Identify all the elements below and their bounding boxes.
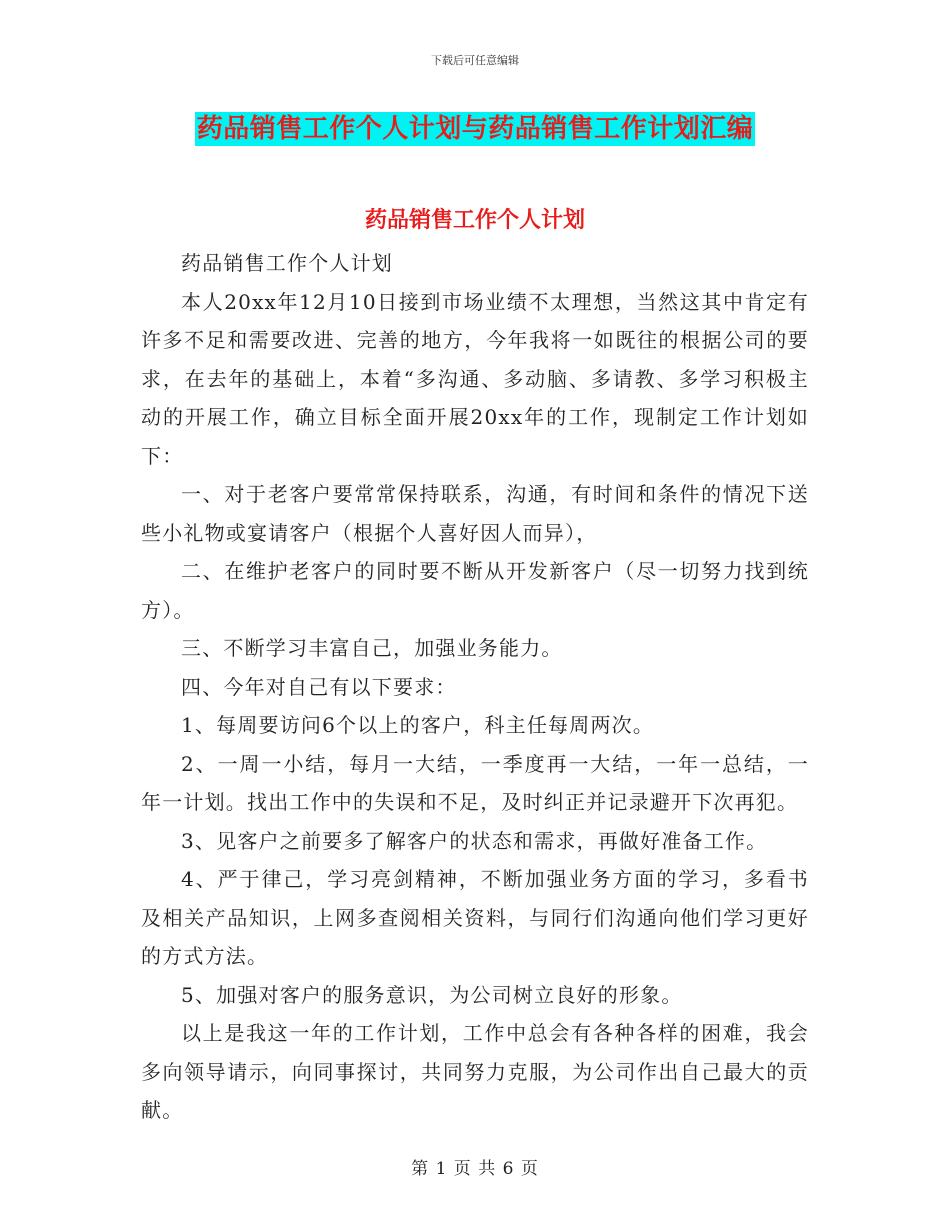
page-header-note: 下载后可任意编辑 xyxy=(431,54,519,67)
paragraph: 1、每周要访问6个以上的客户，科主任每周两次。 xyxy=(181,713,655,737)
paragraph: 二、在维护老客户的同时要不断从开发新客户（尽一切努力找到统方）。 xyxy=(141,559,809,622)
paragraph: 本人20xx年12月10日接到市场业绩不太理想，当然这其中肯定有许多不足和需要改进、完善的地方，今年我将一如既往的根据公司的要求，在去年的基础上，本着“多沟通、多动脑、多请教、多学习积极主动的开展工作，确立目标全面开展20xx年的工作，现制定工作计划如下： xyxy=(141,289,809,468)
paragraph: 2、一周一小结，每月一大结，一季度再一大结，一年一总结，一年一计划。找出工作中的失误和不足，及时纠正并记录避开下次再犯。 xyxy=(141,751,809,814)
main-title: 药品销售工作个人计划与药品销售工作计划汇编 xyxy=(196,114,754,144)
paragraph: 一、对于老客户要常常保持联系，沟通，有时间和条件的情况下送些小礼物或宴请客户（根据个人喜好因人而异）， xyxy=(141,482,809,545)
page-footer: 第 1 页 共 6 页 xyxy=(411,1159,539,1179)
paragraph: 4、严于律己，学习亮剑精神，不断加强业务方面的学习，多看书及相关产品知识，上网多查阅相关资料，与同行们沟通向他们学习更好的方式方法。 xyxy=(141,867,809,968)
section-title: 药品销售工作个人计划 xyxy=(364,208,585,233)
paragraph: 3、见客户之前要多了解客户的状态和需求，再做好准备工作。 xyxy=(181,828,768,853)
main-title-container xyxy=(0,112,950,146)
paragraph: 四、今年对自己有以下要求： xyxy=(181,674,457,699)
paragraph: 5、加强对客户的服务意识，为公司树立良好的形象。 xyxy=(181,982,683,1007)
paragraph: 药品销售工作个人计划 xyxy=(181,251,393,275)
document-body xyxy=(141,244,809,1130)
paragraph: 三、不断学习丰富自己，加强业务能力。 xyxy=(181,636,563,660)
paragraph: 以上是我这一年的工作计划，工作中总会有各种各样的困难，我会多向领导请示，向同事探讨，共同努力克服，为公司作出自己最大的贡献。 xyxy=(141,1021,809,1122)
